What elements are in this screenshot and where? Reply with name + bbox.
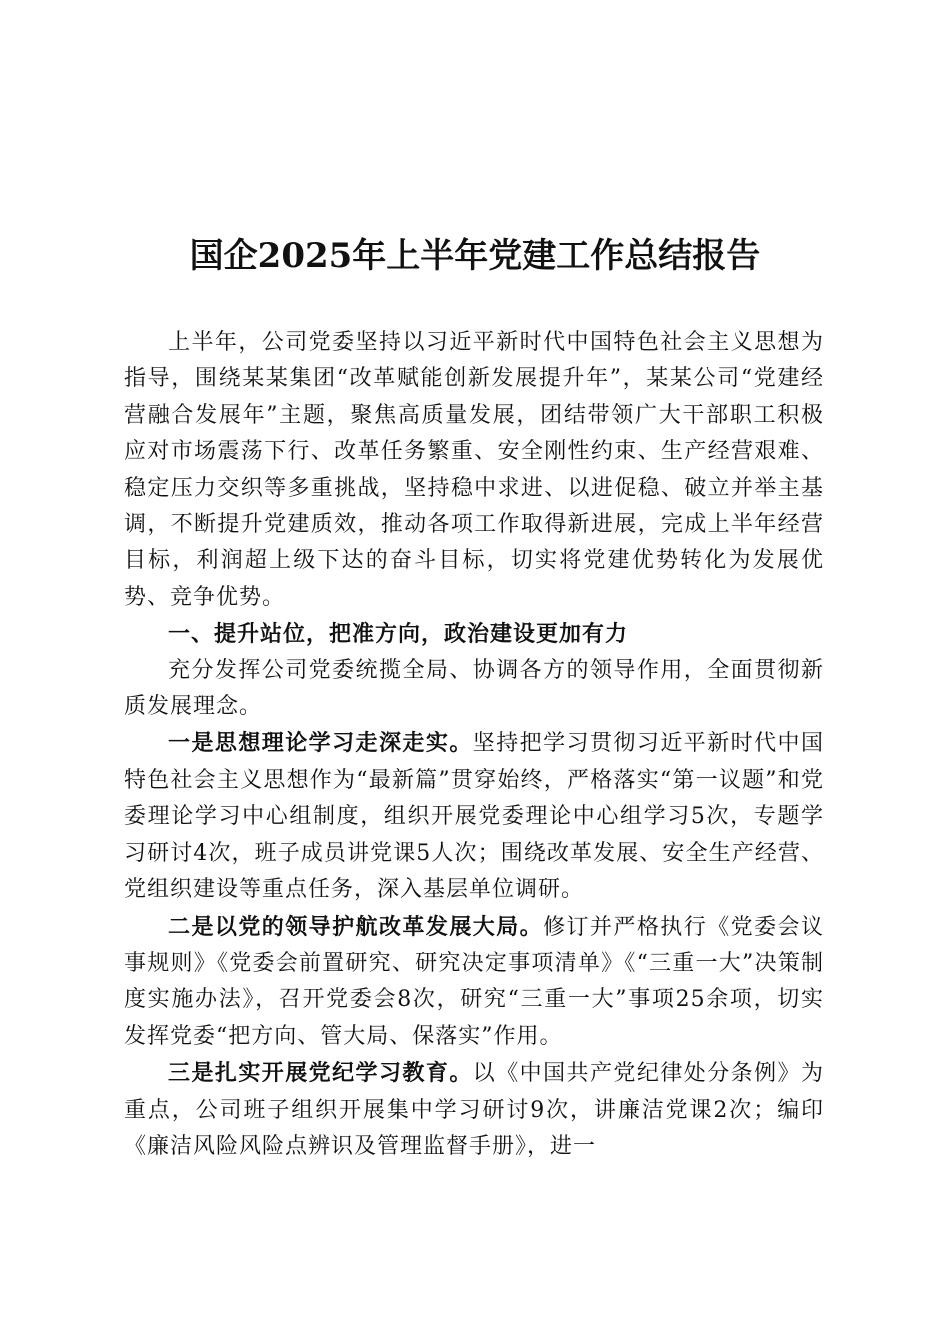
document-title: 国企2025年上半年党建工作总结报告 xyxy=(189,236,761,276)
item-paragraph-2 xyxy=(124,909,824,1056)
section-intro-paragraph: 充分发挥公司党委统揽全局、协调各方的领导作用，全面贯彻新质发展理念。 xyxy=(124,657,824,720)
item-text-3: 以《中国共产党纪律处分条例》为重点，公司班子组织开展集中学习研讨9次，讲廉洁党课2次；编印《廉洁风险风险点辨识及管理监督手册》，进一 xyxy=(124,1061,824,1159)
item-lead-1: 一是思想理论学习走深走实。 xyxy=(168,730,473,757)
section-heading: 一、提升站位，把准方向，政治建设更加有力 xyxy=(168,621,629,648)
item-text-2: 修订并严格执行《党委会议事规则》《党委会前置研究、研究决定事项清单》《“三重一大”决策制度实施办法》，召开党委会8次，研究“三重一大”事项25余项，切实发挥党委“把方向、管大局、保落实”作用。 xyxy=(124,914,824,1049)
item-paragraph-3 xyxy=(124,1055,824,1165)
item-lead-2: 二是以党的领导护航改革发展大局。 xyxy=(168,913,544,940)
intro-paragraph: 上半年，公司党委坚持以习近平新时代中国特色社会主义思想为指导，围绕某某集团“改革赋能创新发展提升年”，某某公司“党建经营融合发展年”主题，聚焦高质量发展，团结带领广大干部职工积极应对市场震荡下行、改革任务繁重、安全刚性约束、生产经营艰难、稳定压力交织等多重挑战，坚持稳中求进、以进促稳、破立并举主基调，不断提升党建质效，推动各项工作取得新进展，完成上半年经营目标，利润超上级下达的奋斗目标，切实将党建优势转化为发展优势、竞争优势。 xyxy=(124,330,824,610)
item-lead-3: 三是扎实开展党纪学习教育。 xyxy=(168,1060,473,1087)
item-text-1: 坚持把学习贯彻习近平新时代中国特色社会主义思想作为“最新篇”贯穿始终，严格落实“第一议题”和党委理论学习中心组制度，组织开展党委理论中心组学习5次，专题学习研讨4次，班子成员讲党课5人次；围绕改革发展、安全生产经营、党组织建设等重点任务，深入基层单位调研。 xyxy=(124,731,824,903)
item-paragraph-1 xyxy=(124,725,824,908)
document-body xyxy=(124,325,824,1165)
